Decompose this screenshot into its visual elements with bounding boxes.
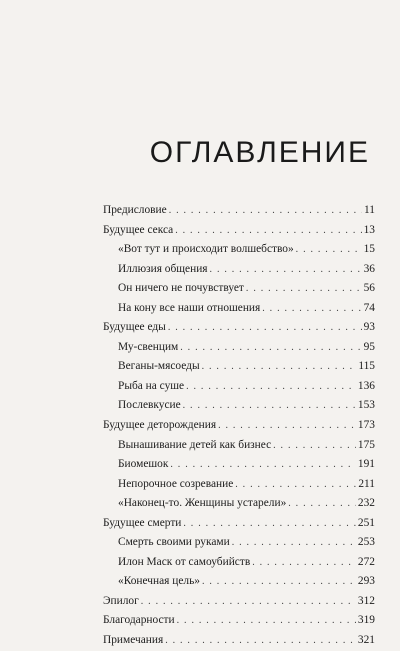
toc-entry-title: Иллюзия общения: [118, 262, 208, 275]
dot-leader: [252, 553, 356, 573]
toc-page-number: 251: [357, 516, 375, 529]
toc-subentry: [103, 494, 375, 514]
toc-entry-title: Послевкусие: [118, 399, 181, 412]
toc-entry-title: Примечания: [103, 634, 164, 647]
toc-page-number: 74: [363, 301, 375, 314]
toc-subentry: [103, 572, 375, 592]
toc-page-number: 175: [357, 438, 375, 451]
toc-subentry: [103, 279, 375, 299]
toc-entry-title: Будущее секса: [103, 223, 174, 236]
toc-entry-title: Вынашивание детей как бизнес: [118, 438, 272, 451]
toc-subentry: [103, 436, 375, 456]
toc-page-number: 319: [357, 614, 375, 627]
toc-subentry: [103, 338, 375, 358]
toc-page-number: 153: [357, 399, 375, 412]
dot-leader: [218, 416, 356, 436]
toc-subentry: [103, 455, 375, 475]
toc-page-number: 321: [357, 634, 375, 647]
toc-page-number: 191: [357, 458, 375, 471]
toc-entry: [103, 631, 375, 651]
toc-subentry: [103, 357, 375, 377]
toc-entry-title: Благодарности: [103, 614, 175, 627]
toc-entry-title: Эпилог: [103, 594, 139, 607]
dot-leader: [165, 631, 356, 651]
toc-page-number: 136: [357, 379, 375, 392]
toc-entry-title: Будущее смерти: [103, 516, 182, 529]
dot-leader: [262, 299, 361, 319]
dot-leader: [288, 494, 356, 514]
toc-entry-title: Рыба на суше: [118, 379, 185, 392]
dot-leader: [296, 240, 362, 260]
dot-leader: [186, 377, 356, 397]
toc-entry-title: Он ничего не почувствует: [118, 282, 244, 295]
dot-leader: [235, 475, 356, 495]
toc-page-number: 293: [357, 575, 375, 588]
toc-entry: [103, 416, 375, 436]
toc-page-number: 115: [358, 360, 375, 373]
toc-entry-title: «Наконец-то. Женщины устарели»: [118, 497, 287, 510]
toc-entry-title: Будущее деторождения: [103, 419, 217, 432]
dot-leader: [168, 318, 362, 338]
toc-entry-title: Будущее еды: [103, 321, 166, 334]
toc-subentry: [103, 299, 375, 319]
table-of-contents: [103, 201, 375, 651]
toc-entry-title: «Конечная цель»: [118, 575, 200, 588]
toc-subentry: [103, 260, 375, 280]
dot-leader: [232, 533, 356, 553]
toc-entry-title: «Вот тут и происходит волшебство»: [118, 243, 294, 256]
page-title: ОГЛАВЛЕНИЕ: [149, 136, 370, 169]
toc-entry-title: Смерть своими руками: [118, 536, 230, 549]
dot-leader: [183, 396, 356, 416]
toc-subentry: [103, 553, 375, 573]
dot-leader: [246, 279, 362, 299]
toc-page-number: 312: [357, 594, 375, 607]
toc-page-number: 173: [357, 419, 375, 432]
toc-entry: [103, 592, 375, 612]
toc-entry-title: Му-свенцим: [118, 340, 179, 353]
dot-leader: [202, 357, 357, 377]
dot-leader: [273, 436, 356, 456]
toc-page-number: 272: [357, 555, 375, 568]
toc-subentry: [103, 377, 375, 397]
toc-page-number: 93: [363, 321, 375, 334]
toc-entry-title: Предисловие: [103, 204, 167, 216]
toc-entry-title: Непорочное созревание: [118, 477, 234, 490]
dot-leader: [170, 455, 356, 475]
toc-page-number: 15: [363, 243, 375, 256]
dot-leader: [180, 338, 361, 358]
toc-entry: [103, 611, 375, 631]
toc-subentry: [103, 240, 375, 260]
dot-leader: [210, 260, 362, 280]
toc-entry-title: Биомешок: [118, 458, 169, 471]
toc-subentry: [103, 533, 375, 553]
toc-page-number: 11: [364, 204, 375, 216]
toc-page-number: 232: [357, 497, 375, 510]
toc-entry: [103, 514, 375, 534]
toc-page-number: 211: [358, 477, 375, 490]
toc-page-number: 36: [363, 262, 375, 275]
toc-entry-title: Веганы-мясоеды: [118, 360, 200, 373]
toc-subentry: [103, 396, 375, 416]
toc-entry-title: На кону все наши отношения: [118, 301, 261, 314]
toc-page-number: 56: [363, 282, 375, 295]
toc-entry-title: Илон Маск от самоубийств: [118, 555, 251, 568]
dot-leader: [183, 514, 356, 534]
dot-leader: [141, 592, 356, 612]
toc-entry: [103, 201, 375, 221]
dot-leader: [202, 572, 356, 592]
toc-entry: [103, 318, 375, 338]
toc-page-number: 253: [357, 536, 375, 549]
dot-leader: [177, 611, 356, 631]
dot-leader: [169, 201, 362, 221]
toc-subentry: [103, 475, 375, 495]
toc-page-number: 13: [363, 223, 375, 236]
toc-entry: [103, 221, 375, 241]
dot-leader: [175, 221, 361, 241]
toc-page-number: 95: [363, 340, 375, 353]
